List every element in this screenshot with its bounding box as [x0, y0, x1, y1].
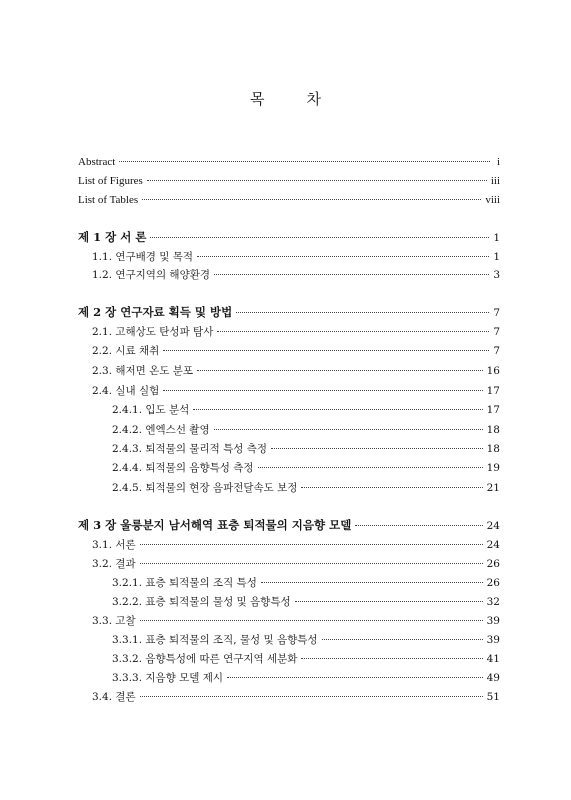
toc-entry-page: 1 — [493, 251, 500, 263]
toc-entry-label: 2.4.3. 퇴적물의 물리적 특성 측정 — [112, 443, 267, 455]
toc-entry-page: 18 — [486, 443, 500, 455]
toc-entry — [112, 481, 500, 495]
toc-entry — [92, 690, 500, 704]
toc-entry-page: 17 — [486, 404, 500, 416]
toc-entry-page: i — [496, 156, 500, 168]
toc-entry-label: 1.2. 연구지역의 해양환경 — [92, 269, 210, 281]
toc-entry — [92, 250, 500, 264]
toc-entry-label: 제 3 장 울릉분지 남서해역 표층 퇴적물의 지음향 모델 — [78, 518, 352, 532]
toc-entry-page: 21 — [486, 482, 500, 494]
toc-entry-page: 51 — [486, 691, 500, 703]
toc-entry-label: List of Figures — [78, 175, 143, 187]
toc-entry-page: 18 — [486, 424, 500, 436]
toc-leader-dots — [193, 409, 482, 410]
toc-entry — [112, 403, 500, 417]
toc-leader-dots — [140, 544, 483, 545]
toc-entry-label: List of Tables — [78, 194, 139, 206]
toc-entry-page: 24 — [486, 520, 500, 532]
toc-leader-dots — [142, 199, 481, 200]
toc-entry — [112, 576, 500, 590]
toc-entry-label: 2.4.2. 엔엑스선 촬영 — [112, 424, 210, 436]
toc-entry-label: 1.1. 연구배경 및 목적 — [92, 251, 194, 263]
toc-leader-dots — [301, 658, 482, 659]
toc-entry-label: 2.4.4. 퇴적물의 음향특성 측정 — [112, 462, 254, 474]
toc-leader-dots — [140, 696, 483, 697]
toc-entry-label: 3.3.3. 지음향 모델 제시 — [112, 672, 224, 684]
toc-entry-page: 17 — [486, 385, 500, 397]
toc-entry — [92, 344, 500, 358]
toc-entry-label: 3.2.2. 표층 퇴적물의 물성 및 음향특성 — [112, 596, 291, 608]
toc-entry-label: 3.3.1. 표층 퇴적물의 조직, 물성 및 음향특성 — [112, 634, 318, 646]
toc-entry-label: 2.4. 실내 실험 — [92, 385, 160, 397]
toc-entry-page: 41 — [486, 653, 500, 665]
toc-entry-label: 3.4. 결론 — [92, 691, 136, 703]
toc-entry-label: Abstract — [78, 156, 116, 168]
toc-leader-dots — [258, 467, 483, 468]
toc-leader-dots — [271, 448, 483, 449]
toc-entry-page: 1 — [493, 232, 500, 244]
toc-leader-dots — [301, 487, 482, 488]
toc-leader-dots — [119, 161, 490, 162]
toc-leader-dots — [140, 620, 483, 621]
toc-entry — [78, 155, 500, 169]
toc-entry — [78, 174, 500, 188]
toc-entry-page: 16 — [486, 365, 500, 377]
toc-leader-dots — [163, 350, 489, 351]
toc-entry-label: 제 2 장 연구자료 획득 및 방법 — [78, 305, 233, 319]
toc-entry-page: 7 — [493, 307, 500, 319]
toc-leader-dots — [197, 370, 483, 371]
toc-leader-dots — [140, 563, 483, 564]
toc-entry — [112, 652, 500, 666]
toc-leader-dots — [236, 312, 489, 313]
title-left: 목 — [250, 90, 265, 108]
toc-entry — [112, 595, 500, 609]
toc-entry — [92, 268, 500, 282]
toc-leader-dots — [163, 390, 482, 391]
toc-leader-dots — [295, 601, 483, 602]
toc-entry-label: 3.2.1. 표층 퇴적물의 조직 특성 — [112, 577, 257, 589]
toc-entry — [78, 305, 500, 320]
toc-entry — [92, 614, 500, 628]
toc-leader-dots — [261, 582, 483, 583]
toc-leader-dots — [227, 677, 483, 678]
toc-entry-page: 7 — [493, 345, 500, 357]
toc-entry-label: 제 1 장 서 론 — [78, 230, 147, 244]
toc-entry-page: 49 — [486, 672, 500, 684]
toc-entry-page: 7 — [493, 326, 500, 338]
toc-entry-page: 3 — [493, 269, 500, 281]
toc-entry-label: 3.3.2. 음향특성에 따른 연구지역 세분화 — [112, 653, 298, 665]
toc-entry — [112, 671, 500, 685]
toc-entry — [112, 461, 500, 475]
toc-leader-dots — [147, 180, 487, 181]
toc-entry-page: iii — [490, 175, 500, 187]
toc-entry-page: 39 — [486, 615, 500, 627]
toc-entry — [78, 193, 500, 207]
toc-entry — [78, 230, 500, 245]
toc-entry-page: 39 — [486, 634, 500, 646]
toc-entry — [92, 384, 500, 398]
toc-leader-dots — [214, 429, 483, 430]
toc-entry — [112, 442, 500, 456]
toc-entry — [112, 633, 500, 647]
title-right: 차 — [306, 90, 321, 108]
toc-entry-label: 2.3. 해저면 온도 분포 — [92, 365, 194, 377]
toc-entry-label: 3.1. 서론 — [92, 539, 136, 551]
toc-entry-label: 2.4.5. 퇴적물의 현장 음파전달속도 보정 — [112, 482, 298, 494]
toc-entry-label: 3.2. 결과 — [92, 558, 136, 570]
toc-leader-dots — [217, 331, 489, 332]
toc-leader-dots — [197, 256, 489, 257]
toc-leader-dots — [214, 274, 489, 275]
toc-entry-label: 2.1. 고해상도 탄성파 탐사 — [92, 326, 214, 338]
toc-entry — [92, 538, 500, 552]
toc-entry-label: 2.4.1. 입도 분석 — [112, 404, 190, 416]
toc-entry — [92, 325, 500, 339]
toc-entry — [112, 423, 500, 437]
toc-entry-page: 26 — [486, 558, 500, 570]
toc-entry-page: 32 — [486, 596, 500, 608]
toc-entry — [92, 364, 500, 378]
toc-leader-dots — [355, 525, 482, 526]
toc-entry-label: 3.3. 고찰 — [92, 615, 136, 627]
toc-entry-page: 26 — [486, 577, 500, 589]
toc-entry-label: 2.2. 시료 채취 — [92, 345, 160, 357]
toc-entry — [78, 518, 500, 533]
toc-entry-page: 19 — [486, 462, 500, 474]
toc-entry-page: viii — [485, 194, 500, 206]
toc-leader-dots — [150, 237, 489, 238]
toc-entry — [92, 557, 500, 571]
toc-entry-page: 24 — [486, 539, 500, 551]
toc-leader-dots — [322, 639, 483, 640]
